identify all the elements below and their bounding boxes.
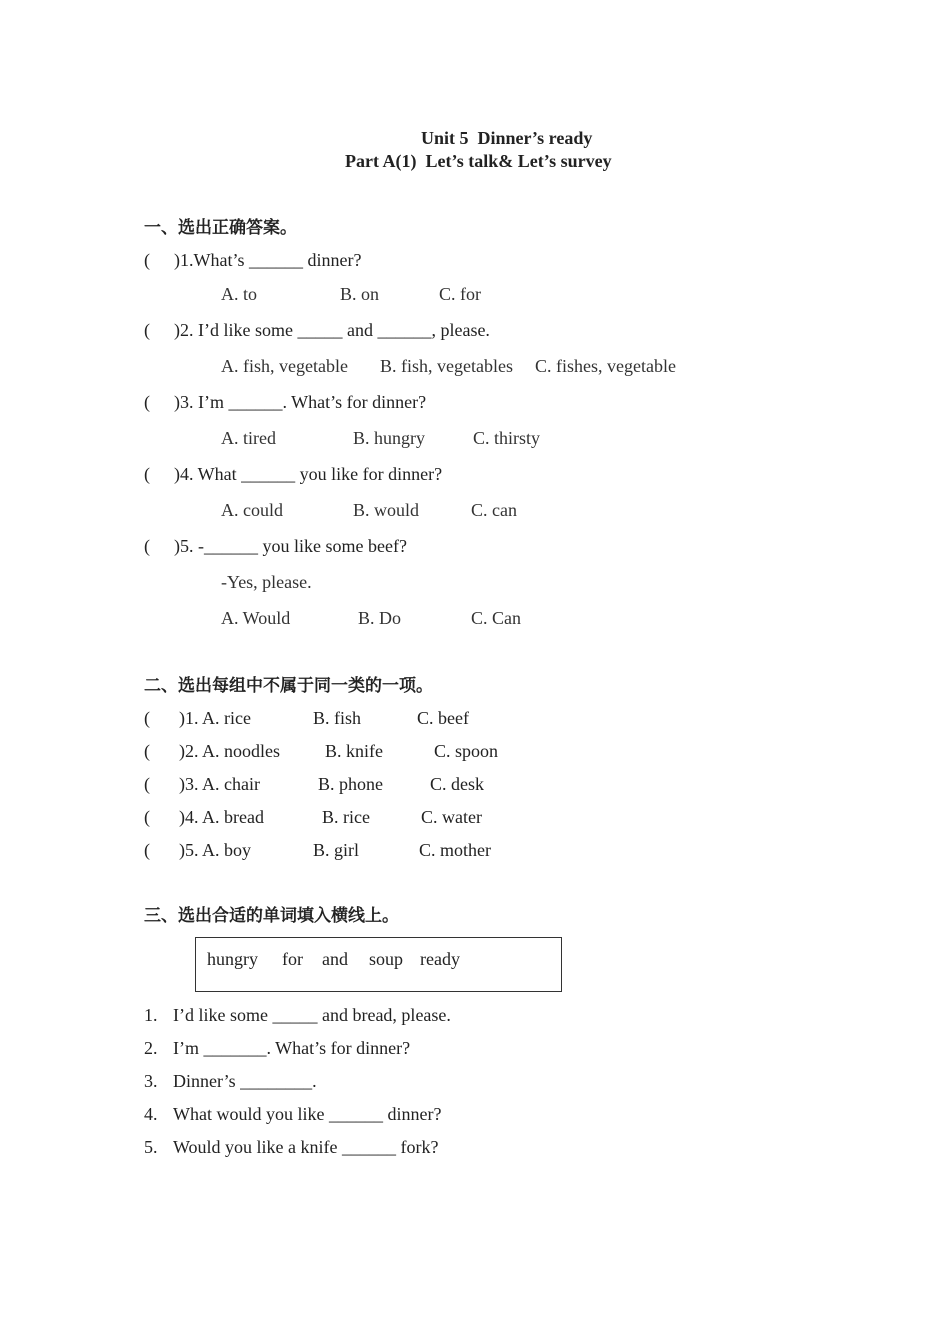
s2-row3-b: B. phone — [318, 774, 383, 794]
q1-paren: ( — [144, 250, 150, 270]
s3-item2-num: 2. — [144, 1038, 158, 1058]
q5-text: )5. -______ you like some beef? — [174, 536, 407, 556]
s2-row1-b: B. fish — [313, 708, 362, 728]
q5-option-b: B. Do — [358, 608, 402, 628]
s3-item2-text: I’m _______. What’s for dinner? — [173, 1038, 411, 1058]
s2-row4-c: C. water — [421, 807, 482, 827]
word-bank-soup: soup — [369, 949, 404, 969]
q5-option-a: A. Would — [221, 608, 291, 628]
q4-text: )4. What ______ you like for dinner? — [174, 464, 443, 484]
page-subtitle: Part A(1) Let’s talk& Let’s survey — [345, 151, 612, 171]
s2-row5-paren: ( — [144, 840, 150, 860]
s3-item3-text: Dinner’s ________. — [173, 1071, 317, 1091]
q1-text: )1.What’s ______ dinner? — [174, 250, 362, 270]
section-2-heading: 二、选出每组中不属于同一类的一项。 — [144, 676, 433, 696]
q2-paren: ( — [144, 320, 150, 340]
q1-option-b: B. on — [340, 284, 380, 304]
s3-item5-num: 5. — [144, 1137, 158, 1157]
s2-row5-c: C. mother — [419, 840, 491, 860]
q5-paren: ( — [144, 536, 150, 556]
s2-row2-c: C. spoon — [434, 741, 499, 761]
s3-item4-text: What would you like ______ dinner? — [173, 1104, 442, 1124]
word-bank-and: and — [322, 949, 348, 969]
q4-option-b: B. would — [353, 500, 420, 520]
word-bank-hungry: hungry — [207, 949, 258, 969]
s3-item1-num: 1. — [144, 1005, 158, 1025]
section-1-heading: 一、选出正确答案。 — [144, 218, 297, 238]
s3-item1-text: I’d like some _____ and bread, please. — [173, 1005, 451, 1025]
s2-row4-paren: ( — [144, 807, 150, 827]
s2-row2-b: B. knife — [325, 741, 383, 761]
s2-row4-a: )4. A. bread — [179, 807, 264, 827]
s2-row3-c: C. desk — [430, 774, 484, 794]
s2-row2-paren: ( — [144, 741, 150, 761]
s2-row2-a: )2. A. noodles — [179, 741, 280, 761]
s3-item4-num: 4. — [144, 1104, 158, 1124]
s2-row1-c: C. beef — [417, 708, 469, 728]
s2-row1-paren: ( — [144, 708, 150, 728]
q1-option-a: A. to — [221, 284, 257, 304]
q5-response: -Yes, please. — [221, 572, 312, 592]
s2-row5-a: )5. A. boy — [179, 840, 251, 860]
s3-item3-num: 3. — [144, 1071, 158, 1091]
s3-item5-text: Would you like a knife ______ fork? — [173, 1137, 439, 1157]
s2-row1-a: )1. A. rice — [179, 708, 251, 728]
s2-row4-b: B. rice — [322, 807, 370, 827]
q4-paren: ( — [144, 464, 150, 484]
q3-option-c: C. thirsty — [473, 428, 541, 448]
q1-option-c: C. for — [439, 284, 481, 304]
q3-option-b: B. hungry — [353, 428, 425, 448]
word-bank-for: for — [282, 949, 303, 969]
q4-option-a: A. could — [221, 500, 283, 520]
page-title: Unit 5 Dinner’s ready — [421, 128, 593, 148]
q4-option-c: C. can — [471, 500, 517, 520]
q2-option-b: B. fish, vegetables — [380, 356, 513, 376]
q5-option-c: C. Can — [471, 608, 522, 628]
q2-option-a: A. fish, vegetable — [221, 356, 348, 376]
q3-option-a: A. tired — [221, 428, 276, 448]
q2-option-c: C. fishes, vegetable — [535, 356, 676, 376]
section-3-heading: 三、选出合适的单词填入横线上。 — [144, 906, 399, 926]
word-bank-ready: ready — [420, 949, 460, 969]
q3-text: )3. I’m ______. What’s for dinner? — [174, 392, 427, 412]
s2-row3-a: )3. A. chair — [179, 774, 260, 794]
s2-row3-paren: ( — [144, 774, 150, 794]
q3-paren: ( — [144, 392, 150, 412]
q2-text: )2. I’d like some _____ and ______, please. — [174, 320, 490, 340]
s2-row5-b: B. girl — [313, 840, 360, 860]
